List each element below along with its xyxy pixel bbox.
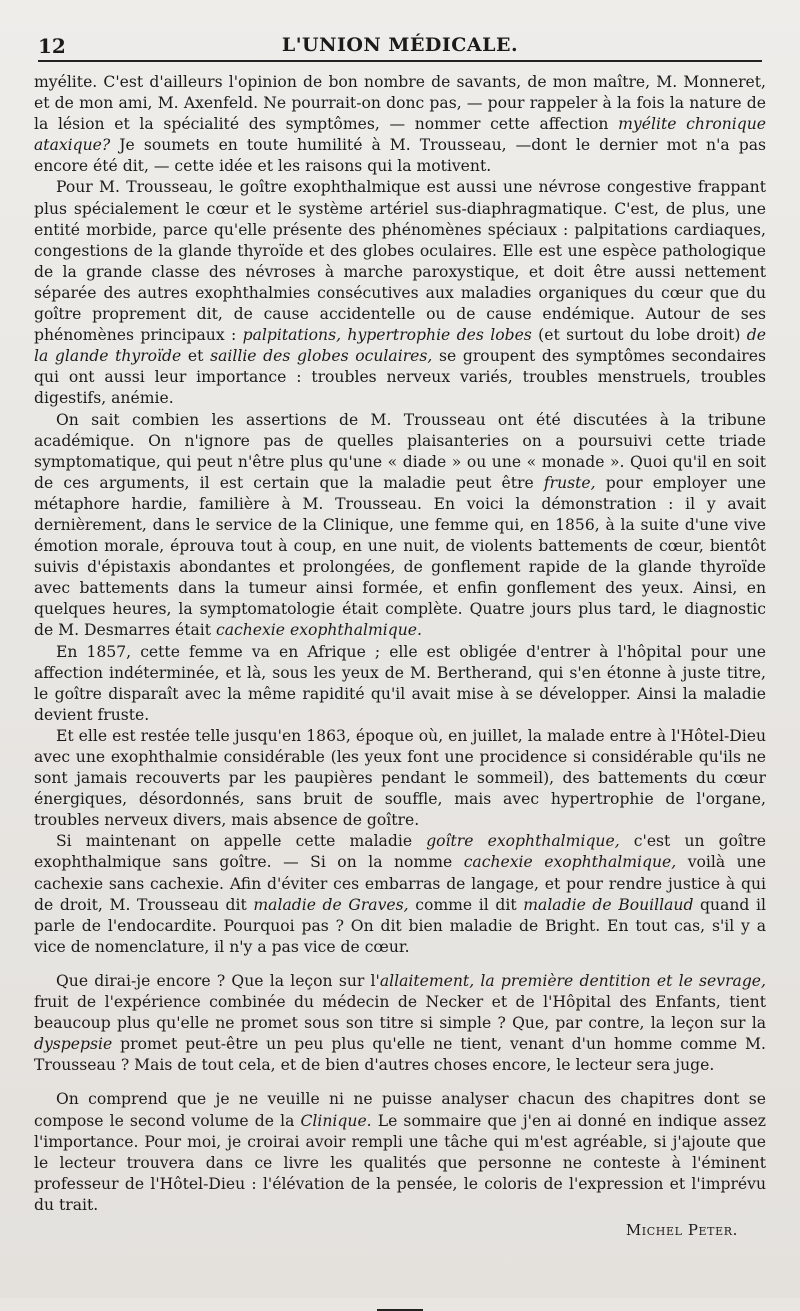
paragraph: En 1857, cette femme va en Afrique ; elle est obligée d'entrer à l'hôpital pour une affection indéterminée, et là, sous les yeux de M. Bertherand, qui s'en étonne à juste titre, le goître disparaît avec la même rapidité qu'il avait mise à se développer. Ainsi la maladie devient fruste. [34,642,766,724]
italic-term: dyspepsie [34,1035,113,1054]
paragraph: Que dirai-je encore ? Que la leçon sur l'allaitement, la première dentition et le sevrage, fruit de l'expérience combinée du médecin de Necker et de l'Hôpital des Enfants, tient beaucoup plus qu'elle ne promet sous son titre si simple ? Que, par contre, la leçon sur la dyspepsie promet peut-être un peu plus qu'elle ne tient, venant d'un homme comme M. Trousseau ? Mais de tout cela, et de bien d'autres choses encore, le lecteur sera juge. [34,971,766,1075]
italic-term: cachexie exophthalmique, [463,853,677,872]
journal-title: L'UNION MÉDICALE. [281,34,519,56]
italic-term: Clinique. [300,1111,372,1130]
italic-term: goître exophthalmique, [426,832,620,851]
article-body [34,72,766,1241]
paragraph: Si maintenant on appelle cette maladie goître exophthalmique, c'est un goître exophthalmique sans goître. — Si on la nomme cachexie exophthalmique, voilà une cachexie sans cachexie. Afin d'éviter ces embarras de langage, et pour rendre justice à qui de droit, M. Trousseau dit maladie de Graves, comme il dit maladie de Bouillaud quand il parle de l'endocardite. Pourquoi pas ? On dit bien maladie de Bright. En tout cas, s'il y a vice de nomenclature, il n'y a pas vice de cœur. [34,832,766,956]
italic-term: maladie de Bouillaud [523,895,694,914]
italic-term: cachexie exophthalmique. [215,621,422,640]
running-head [38,30,762,62]
page-number: 12 [38,34,66,58]
author-signature: Michel Peter. [625,1220,738,1239]
italic-term: palpitations, hypertrophie des lobes [242,326,532,345]
italic-term: saillie des globes oculaires, [210,347,433,366]
paragraph: Et elle est restée telle jusqu'en 1863, époque où, en juillet, la malade entre à l'Hôtel-Dieu avec une exophthalmie considérable (les yeux font une procidence si considérable qu'ils ne sont jamais recouverts par les paupières pendant le sommeil), des battements du cœur énergiques, désordonnés, sans bruit de souffle, mais avec hypertrophie de l'organe, troubles nerveux divers, mais absence de goître. [34,726,766,830]
italic-term: fruste, [543,473,596,492]
italic-term: de la glande thyroïde [34,326,767,366]
paragraph: myélite. C'est d'ailleurs l'opinion de bon nombre de savants, de mon maître, M. Monneret, et de mon ami, M. Axenfeld. Ne pourrait-on donc pas, — pour rappeler à la fois la nature de la lésion et la spécialité des symptômes, — nommer cette affection myélite chronique ataxique? Je soumets en toute humilité à M. Trousseau, —dont le dernier mot n'a pas encore été dit, — cette idée et les raisons qui la motivent. [34,73,766,176]
paragraph: Pour M. Trousseau, le goître exophthalmique est aussi une névrose congestive frappant plus spécialement le cœur et le système artériel sus-diaphragmatique. C'est, de plus, une entité morbide, parce qu'elle présente des phénomènes spéciaux : palpitations cardiaques, congestions de la glande thyroïde et des globes oculaires. Elle est une espèce pathologique de la grande classe des névroses à marche paroxystique, et doit être aussi nettement séparée des autres exophthalmies consécutives aux maladies organiques du cœur que du goître proprement dit, de cause accidentelle ou de cause endémique. Autour de ses phénomènes principaux : palpitations, hypertrophie des lobes (et surtout du lobe droit) de la glande thyroïde et saillie des globes oculaires, se groupent des symptômes secondaires qui ont aussi leur importance : troubles nerveux variés, troubles menstruels, troubles digestifs, anémie. [34,178,767,408]
italic-term: maladie de Graves, [253,895,409,914]
paragraph: On comprend que je ne veuille ni ne puisse analyser chacun des chapitres dont se compose le second volume de la Clinique. Le sommaire que j'en ai donné en indique assez l'importance. Pour moi, je croirai avoir rempli une tâche qui m'est agréable, si j'ajoute que le lecteur trouvera dans ce livre les qualités que personne ne conteste à l'éminent professeur de l'Hôtel-Dieu : l'élévation de la pensée, le coloris de l'expression et l'imprévu du trait. [34,1090,766,1214]
italic-term: allaitement, la première dentition et le sevrage, [379,971,766,990]
paragraph: On sait combien les assertions de M. Trousseau ont été discutées à la tribune académique. On n'ignore pas de quelles plaisanteries on a poursuivi cette triade symptomatique, qui peut n'être plus qu'une « diade » ou une « monade ». Quoi qu'il en soit de ces arguments, il est certain que la maladie peut être fruste, pour employer une métaphore hardie, familière à M. Trousseau. En voici la démonstration : il y avait dernièrement, dans le service de la Clinique, une femme qui, en 1856, à la suite d'une vive émotion morale, éprouva tout à coup, en une nuit, de violents battements de cœur, bientôt suivis d'épistaxis abondantes et prolongées, de gonflement rapide de la glande thyroïde avec battements dans la tumeur ainsi formée, et enfin gonflement des yeux. Ainsi, en quelques heures, la symptomatologie était complète. Quatre jours plus tard, le diagnostic de M. Desmarres était cachexie exophthalmique. [34,410,767,640]
italic-term: myélite chronique ataxique? [34,115,766,155]
